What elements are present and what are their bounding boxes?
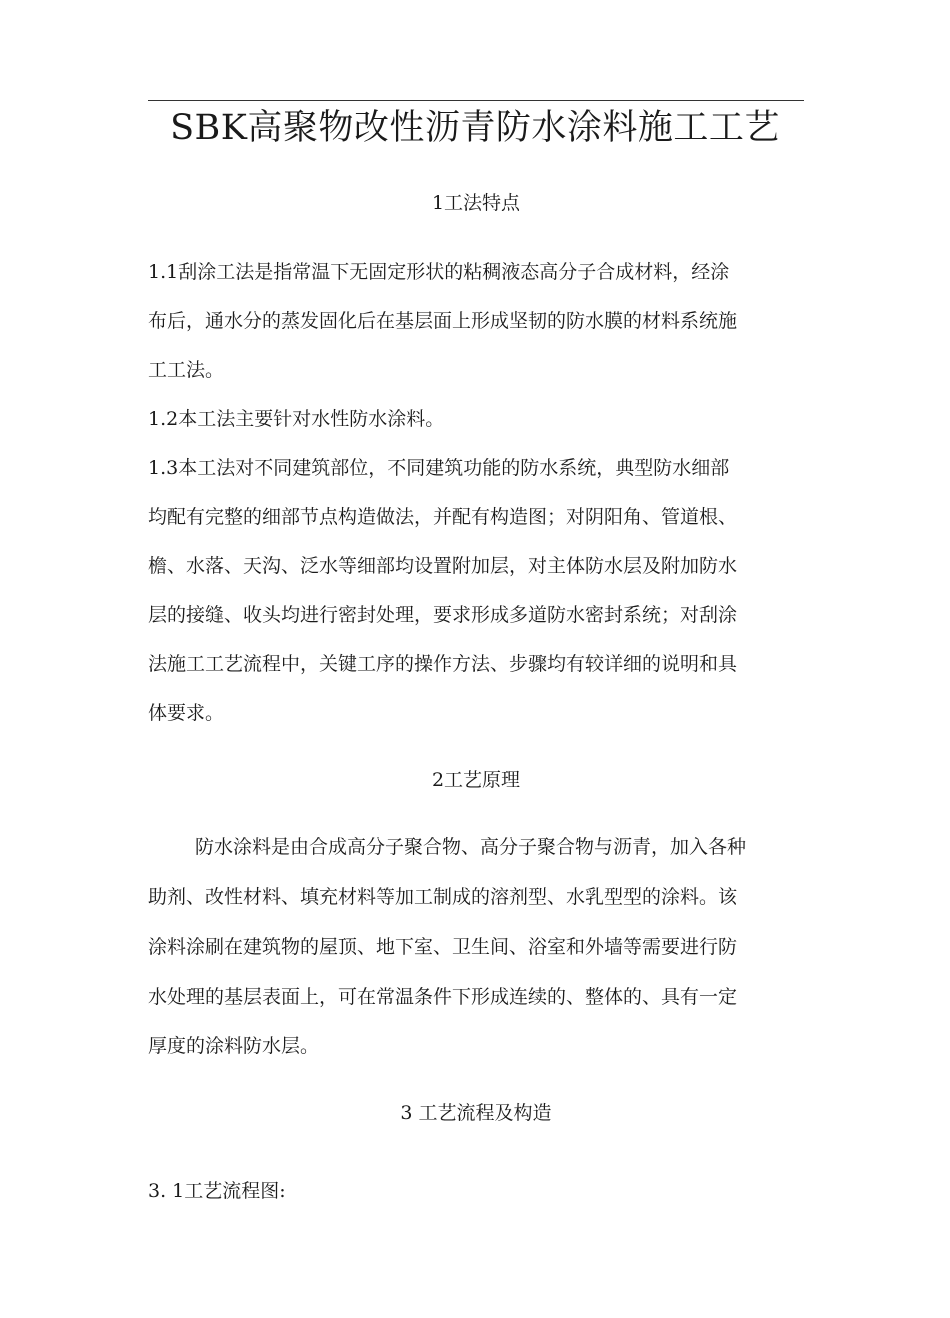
section-heading-2: 2工艺原理 [431, 769, 521, 791]
paragraph-line: 法施工工艺流程中，关键工序的操作方法、步骤均有较详细的说明和具 [148, 653, 738, 675]
paragraph-line: 均配有完整的细部节点构造做法，并配有构造图；对阴阳角、管道根、 [148, 506, 738, 528]
paragraph-line: 1.1刮涂工法是指常温下无固定形状的粘稠液态高分子合成材料，经涂 [148, 261, 730, 283]
paragraph-line: 布后，通水分的蒸发固化后在基层面上形成坚韧的防水膜的材料系统施 [148, 310, 738, 332]
paragraph-line: 体要求。 [148, 702, 225, 724]
paragraph-line: 厚度的涂料防水层。 [148, 1035, 320, 1057]
section-heading-1: 1工法特点 [431, 192, 521, 214]
section-heading-3: 3 工艺流程及构造 [400, 1102, 552, 1124]
paragraph-line: 3. 1工艺流程图: [148, 1180, 286, 1202]
paragraph-line: 涂料涂刷在建筑物的屋顶、地下室、卫生间、浴室和外墙等需要进行防 [148, 936, 738, 958]
paragraph-line: 檐、水落、天沟、泛水等细部均设置附加层，对主体防水层及附加防水 [148, 555, 738, 577]
paragraph-line: 防水涂料是由合成高分子聚合物、高分子聚合物与沥青，加入各种 [195, 836, 747, 858]
document-title: SBK高聚物改性沥青防水涂料施工工艺 [170, 108, 780, 148]
paragraph-line: 1.3本工法对不同建筑部位，不同建筑功能的防水系统，典型防水细部 [148, 457, 730, 479]
paragraph-line: 助剂、改性材料、填充材料等加工制成的溶剂型、水乳型型的涂料。该 [148, 886, 738, 908]
header-rule [148, 100, 804, 101]
paragraph-line: 水处理的基层表面上，可在常温条件下形成连续的、整体的、具有一定 [148, 986, 738, 1008]
paragraph-line: 层的接缝、收头均进行密封处理，要求形成多道防水密封系统；对刮涂 [148, 604, 738, 626]
paragraph-line: 1.2本工法主要针对水性防水涂料。 [148, 408, 445, 430]
paragraph-line: 工工法。 [148, 359, 225, 381]
